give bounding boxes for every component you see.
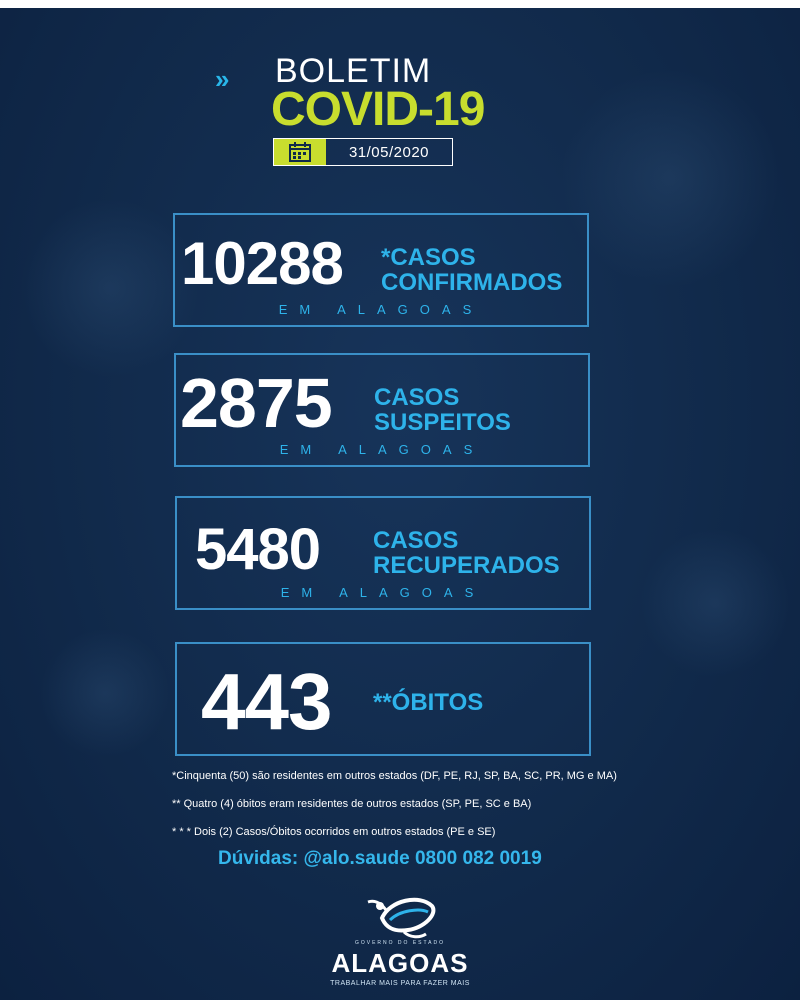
suspected-cases-number: 2875 bbox=[180, 364, 332, 442]
logo-name: ALAGOAS bbox=[331, 948, 469, 978]
logo-mark-icon bbox=[320, 888, 480, 943]
recovered-cases-card bbox=[175, 496, 591, 610]
recovered-cases-label-2: RECUPERADOS bbox=[373, 552, 560, 579]
confirmed-cases-card bbox=[173, 213, 589, 327]
bulletin-header bbox=[215, 52, 555, 177]
bulletin-poster bbox=[0, 8, 800, 1000]
logo-slogan: TRABALHAR MAIS PARA FAZER MAIS bbox=[330, 980, 470, 987]
virus-decoration bbox=[640, 528, 790, 678]
title-boletim: BOLETIM bbox=[275, 52, 432, 90]
recovered-cases-label-1: CASOS bbox=[373, 527, 459, 554]
deaths-card bbox=[175, 642, 591, 756]
double-chevron-icon: » bbox=[215, 64, 226, 94]
footnote-1: *Cinquenta (50) são residentes em outros estados (DF, PE, RJ, SP, BA, SC, PR, MG e MA) bbox=[172, 770, 617, 782]
recovered-cases-number: 5480 bbox=[195, 517, 321, 582]
logo-government-text: GOVERNO DO ESTADO bbox=[354, 940, 446, 946]
suspected-cases-card bbox=[174, 353, 590, 467]
calendar-icon bbox=[274, 139, 326, 165]
virus-decoration bbox=[560, 68, 780, 288]
title-covid: COVID-19 bbox=[271, 83, 485, 136]
date-box bbox=[273, 138, 453, 166]
confirmed-cases-label-1: *CASOS bbox=[381, 244, 476, 271]
footnote-3: * * * Dois (2) Casos/Óbitos ocorridos em outros estados (PE e SE) bbox=[172, 826, 496, 838]
virus-decoration bbox=[40, 628, 170, 758]
recovered-cases-region: EM ALAGOAS bbox=[280, 585, 486, 600]
suspected-cases-label-2: SUSPEITOS bbox=[374, 409, 511, 436]
deaths-label: **ÓBITOS bbox=[373, 689, 484, 716]
contact-line: Dúvidas: @alo.saude 0800 082 0019 bbox=[218, 848, 542, 869]
bulletin-date: 31/05/2020 bbox=[348, 143, 430, 161]
alagoas-logo bbox=[320, 888, 480, 998]
suspected-cases-region: EM ALAGOAS bbox=[279, 442, 485, 457]
suspected-cases-label-1: CASOS bbox=[374, 384, 460, 411]
footnote-2: ** Quatro (4) óbitos eram residentes de outros estados (SP, PE, SC e BA) bbox=[172, 798, 532, 810]
confirmed-cases-label-2: CONFIRMADOS bbox=[381, 269, 563, 296]
confirmed-cases-number: 10288 bbox=[181, 230, 343, 297]
deaths-number: 443 bbox=[201, 657, 332, 746]
confirmed-cases-region: EM ALAGOAS bbox=[278, 302, 484, 317]
